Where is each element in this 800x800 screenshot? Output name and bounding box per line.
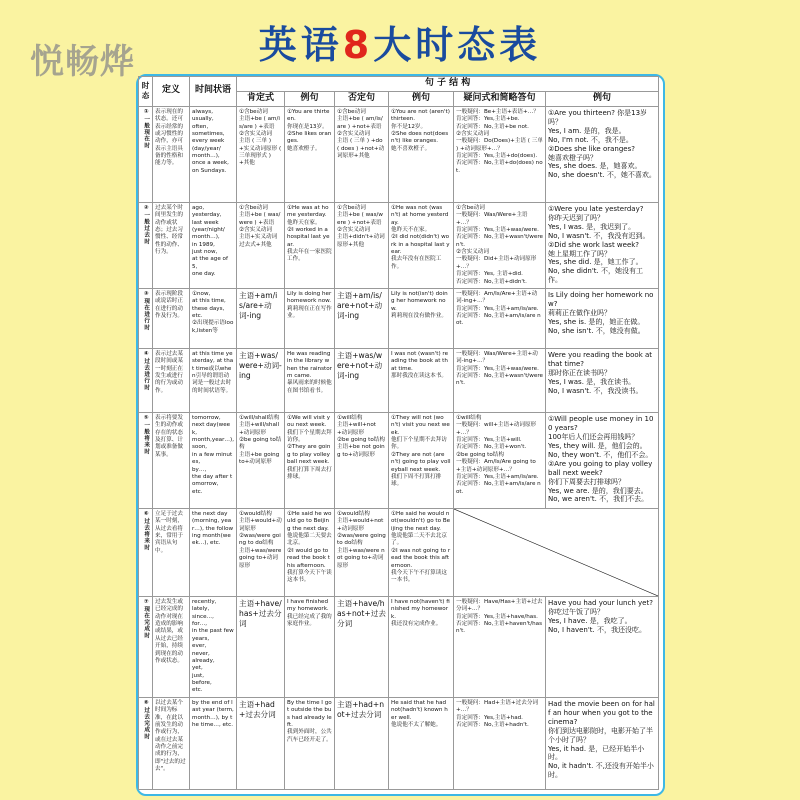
definition-cell: 立足于过去某一时刻，从过去看将来，常用于宾语从句中。 — [153, 508, 190, 596]
affirm-example-cell: ①We will visit you next week. 我们下个星期去拜访你。 ②They are going to play volleyball next week. 我们打算下周去打排球。 — [285, 412, 335, 508]
negative-example-cell: He said that he had not(hadn't) known her well. 他说他不太了解她。 — [389, 697, 454, 789]
definition-cell: 表示现阶段或说话时正在进行的动作及行为。 — [153, 288, 190, 348]
negative-example-cell: ①He said he would not(wouldn't) go to Beijing the next day. 他说他第二天不去北京了。 ②I was not going to read the book this afternoon. 我今天下午不打算读这一本书。 — [389, 508, 454, 596]
question-cell: 一般疑问：Was/Were+主语+动词-ing+…？ 肯定回答：Yes,主语+was/were. 否定回答：No,主语+wasn't/weren't. — [454, 348, 546, 412]
tense-table — [138, 76, 659, 790]
table-row — [139, 288, 659, 348]
tense-name — [139, 288, 153, 348]
tense-label: ①一般现在时 — [143, 108, 150, 149]
negative-cell: 主语+was/were+not+动词-ing — [335, 348, 389, 412]
affirm-cell: ①含be动词 主语+be ( was/were ) +表语 ②含实义动词 主语+实义动词过去式+其他 — [237, 202, 285, 288]
tense-label: ④过去进行时 — [143, 350, 150, 391]
time-words-cell: recently, lately, since…, for…, in the past few years, ever, never, already, yet, just, before, etc. — [190, 596, 237, 697]
table-row — [139, 697, 659, 789]
negative-cell: ①will结构 主语+will+not+动词原形 ②be going to结构 主语+be not going to+动词原形 — [335, 412, 389, 508]
question-cell: 一般疑问：Am/Is/Are+主语+动词-ing+…？ 肯定回答：Yes,主语+am/is/are. 否定回答：No,主语+am/is/are not. — [454, 288, 546, 348]
time-words-cell: at this time yesterday, at that time或以when引导的谓语动词是一般过去时的时间状语等。 — [190, 348, 237, 412]
negative-cell: 主语+had+not+过去分词 — [335, 697, 389, 789]
header-affirm: 肯定式 — [237, 91, 285, 106]
question-cell: 一般疑问：Had+主语+过去分词+…？ 肯定回答：Yes,主语+had. 否定回答：No,主语+hadn't. — [454, 697, 546, 789]
negative-example-cell: ①He was not (wasn't) at home yesterday. 他昨天不在家。 ②I did not(didn't) work in a hospital last year. 我去年没有在医院工作。 — [389, 202, 454, 288]
affirm-cell: 主语+am/is/are+动词-ing — [237, 288, 285, 348]
negative-example-cell: I have not(haven't) finished my homework. 我还没有完成作业。 — [389, 596, 454, 697]
question-example-cell: ①Are you thirteen? 你是13岁吗？ Yes, I am. 是的，我是。 No, I'm not. 不，我不是。 ②Does she like oranges? 她喜欢橙子吗？ Yes, she does. 是，她喜欢。 No, she doesn't. 不，她不喜欢。 — [546, 106, 659, 202]
time-words-cell: ago, yesterday, last week (year/night/ month…), in 1989, just now, at the age of 5, one day. — [190, 202, 237, 288]
affirm-example-cell: ①He was at home yesterday. 他昨天在家。 ②I worked in a hospital last year. 我去年在一家医院工作。 — [285, 202, 335, 288]
question-cell: ①含be动词 一般疑问：Was/Were+主语+…？ 肯定回答：Yes,主语+was/were. 否定回答：No,主语+wasn't/weren't. ②含实义动词 一般疑问：Did+主语+动词原形+…？ 肯定回答：Yes, 主语+did. 否定回答：No,主语+didn't. — [454, 202, 546, 288]
affirm-cell: ①will/shall结构 主语+will/shall+动词原形 ②be going to结构 主语+be going to+动词原形 — [237, 412, 285, 508]
time-words-cell: by the end of last year (term,month…), by the time…, etc. — [190, 697, 237, 789]
table-row — [139, 106, 659, 202]
affirm-cell: ①含be动词 主语+be ( am/is/are ) +表语 ②含实义动词 主语 ( 三单 ) +实义动词原形 ( 三单现形式 ) +其他 — [237, 106, 285, 202]
negative-example-cell: ①You are not (aren't) thirteen. 你不是12岁。 ②She does not(doesn't) like oranges. 她不喜欢橙子。 — [389, 106, 454, 202]
affirm-cell: ①would结构 主语+would+动词原形 ②was/were going to do结构 主语+was/were going to+动词原形 — [237, 508, 285, 596]
negative-cell: 主语+am/is/are+not+动词-ing — [335, 288, 389, 348]
question-cell: 一般疑问：Be+主语+表语+…？ 肯定回答：Yes,主语+be. 否定回答：No,主语+be not. ②含实义动词 一般疑问：Do(Does)+主语 ( 三单 ) +动词原形+…？ 肯定回答：Yes,主语+do(does). 否定回答：No,主语+do(does) not. — [454, 106, 546, 202]
header-time-words: 时间状语 — [190, 77, 237, 107]
empty-crossed-cell — [454, 508, 659, 596]
tense-label: ⑥过去将来时 — [143, 510, 150, 551]
question-cell: 一般疑问：Have/Has+主语+过去分词+…？ 肯定回答：Yes,主语+have/has. 否定回答：No,主语+haven't/hasn't. — [454, 596, 546, 697]
watermark: 悦畅烨 — [30, 42, 135, 82]
diagonal-line — [454, 509, 658, 596]
tense-name — [139, 412, 153, 508]
negative-cell: ①含be动词 主语+be ( was/were ) +not+表语 ②含实义动词 主语+didn't+动词原形+其他 — [335, 202, 389, 288]
time-words-cell: the next day (morning, year…), the following month(week…), etc. — [190, 508, 237, 596]
negative-cell: ①含be动词 主语+be ( am/is/are ) +not+表语 ②含实义动词 主语 ( 三单 ) +do ( does ) +not+动词原形+其他 — [335, 106, 389, 202]
header-question-example: 例句 — [546, 91, 659, 106]
tense-name — [139, 348, 153, 412]
header-question: 疑问式和简略答句 — [454, 91, 546, 106]
definition-cell: 过去发生或已经完成的动作对现在造成的影响或结果，或从过去已经开始，持续到现在的动作或状态。 — [153, 596, 190, 697]
header-definition: 定义 — [153, 77, 190, 107]
negative-cell: 主语+have/has+not+过去分词 — [335, 596, 389, 697]
time-words-cell: always, usually, often, sometimes, every week (day/year/ month…), once a week, on Sundays. — [190, 106, 237, 202]
affirm-example-cell: He was reading in the library when the rainstorm came. 暴风雨来的时候他在图书馆看书。 — [285, 348, 335, 412]
header-affirm-example: 例句 — [285, 91, 335, 106]
header-tense: 时态 — [139, 77, 153, 107]
title-number: 8 — [342, 23, 374, 67]
affirm-example-cell: Lily is doing her homework now. 莉莉现在正在写作业。 — [285, 288, 335, 348]
question-example-cell: Were you reading the book at that time? 那时你正在读书吗？ Yes, I was. 是，我在读书。 No, I wasn't. 不，我没读书。 — [546, 348, 659, 412]
header-negative-example: 例句 — [389, 91, 454, 106]
affirm-example-cell: ①He said he would go to Beijing the next day. 他说他第二天要去北京。 ②I would go to read the book this afternoon. 我打算今天下午读这本书。 — [285, 508, 335, 596]
affirm-example-cell: I have finished my homework. 我已经完成了我的家庭作业。 — [285, 596, 335, 697]
definition-cell: 过去某个时间里发生的动作或状态；过去习惯性、经常性的动作、行为。 — [153, 202, 190, 288]
affirm-example-cell: ①You are thirteen. 你现在是13岁。 ②She likes oranges. 她喜欢橙子。 — [285, 106, 335, 202]
tense-label: ⑧过去完成时 — [143, 699, 150, 740]
affirm-cell: 主语+had+过去分词 — [237, 697, 285, 789]
time-words-cell: ①now, at this time, these days, etc. ②出现提示语look,listen等 — [190, 288, 237, 348]
question-example-cell: ①Were you late yesterday? 你昨天迟到了吗？ Yes, I was. 是，我迟到了。 No, I wasn't. 不，我没有迟到。 ②Did she work last week? 她上星期工作了吗？ Yes, she did. 是，她工作了。 No, she didn't. 不，她没有工作。 — [546, 202, 659, 288]
table-row — [139, 348, 659, 412]
affirm-cell: 主语+was/were+动词-ing — [237, 348, 285, 412]
table-row — [139, 412, 659, 508]
negative-cell: ①would结构 主语+would+not+动词原形 ②was/were going to do结构 主语+was/were not going to+动词原形 — [335, 508, 389, 596]
time-words-cell: tomorrow, next day(week, month,year…), soon, in a few minutes, by…, the day after tomorrow, etc. — [190, 412, 237, 508]
tense-name — [139, 596, 153, 697]
negative-example-cell: ①They will not (won't) visit you next week. 他们下个星期不去拜访你。 ②They are not (aren't) going to play volleyball next week. 我们下周不打算打排球。 — [389, 412, 454, 508]
title-rest: 大时态表 — [373, 23, 542, 67]
question-example-cell: Had the movie been on for half an hour when you got to the cinema? 你们到达电影院时，电影开始了半个小时了吗？ Yes, it had. 是，已经开始半小时。 No, it hadn't. 不,还没有开始半小时。 — [546, 697, 659, 789]
tense-name — [139, 697, 153, 789]
question-cell: ①will结构 一般疑问：will+主语+动词原形+…？ 肯定回答：Yes,主语+will. 否定回答：No,主语+won't. ②be going to结构 一般疑问：Am/Is/Are going to+主语+动词原形+…？ 肯定回答：Yes,主语+am/is/are. 否定回答：No,主语+am/is/are not. — [454, 412, 546, 508]
negative-example-cell: Lily is not(isn't) doing her homework now. 莉莉现在没有做作业。 — [389, 288, 454, 348]
definition-cell: 表示过去某段时间或某一时刻正在发生或进行的行为或动作。 — [153, 348, 190, 412]
tense-name — [139, 508, 153, 596]
header-structure: 句 子 结 构 — [237, 77, 659, 92]
definition-cell: 表示现在的状态。还可表示经常的或习惯性的动作，亦可表示主语具备的性格和能力等。 — [153, 106, 190, 202]
tense-label: ③现在进行时 — [143, 290, 150, 331]
tense-name — [139, 202, 153, 288]
tense-name — [139, 106, 153, 202]
header-negative: 否定句 — [335, 91, 389, 106]
tense-label: ⑦现在完成时 — [143, 598, 150, 639]
question-example-cell: Is Lily doing her homework now? 莉莉正在做作业吗？ Yes, she is. 是的，她正在做。 No, she isn't. 不，她没有做。 — [546, 288, 659, 348]
tense-label: ⑤一般将来时 — [143, 414, 150, 455]
title-text: 英语 — [258, 23, 343, 67]
table-row — [139, 508, 659, 596]
table-row — [139, 596, 659, 697]
question-example-cell: ①Will people use money in 100 years? 100年后人们还会再用钱吗？ Yes, they will. 是，他们会的。 No, they won't. 不，他们不会。 ②Are you going to play volleyball next week? 你们下周要去打排球吗？ Yes, we are. 是的，我们要去。 No, we aren't. 不，我们不去。 — [546, 412, 659, 508]
tense-label: ②一般过去时 — [143, 204, 150, 245]
definition-cell: 表示将要发生的动作或存在的状态及打算、计划或准备做某事。 — [153, 412, 190, 508]
definition-cell: 以过去某个时间为标准，在此以前发生的动作或行为，或在过去某动作之前完成的行为，即"过去的过去"。 — [153, 697, 190, 789]
affirm-cell: 主语+have/has+过去分词 — [237, 596, 285, 697]
table-row — [139, 202, 659, 288]
negative-example-cell: I was not (wasn't) reading the book at that time. 那时我没在读这本书。 — [389, 348, 454, 412]
question-example-cell: Have you had your lunch yet? 你吃过午饭了吗？ Yes, I have. 是，我吃了。 No, I haven't. 不，我还没吃。 — [546, 596, 659, 697]
affirm-example-cell: By the time I got outside the bus had already left. 我到外面时，公共汽车已经开走了。 — [285, 697, 335, 789]
